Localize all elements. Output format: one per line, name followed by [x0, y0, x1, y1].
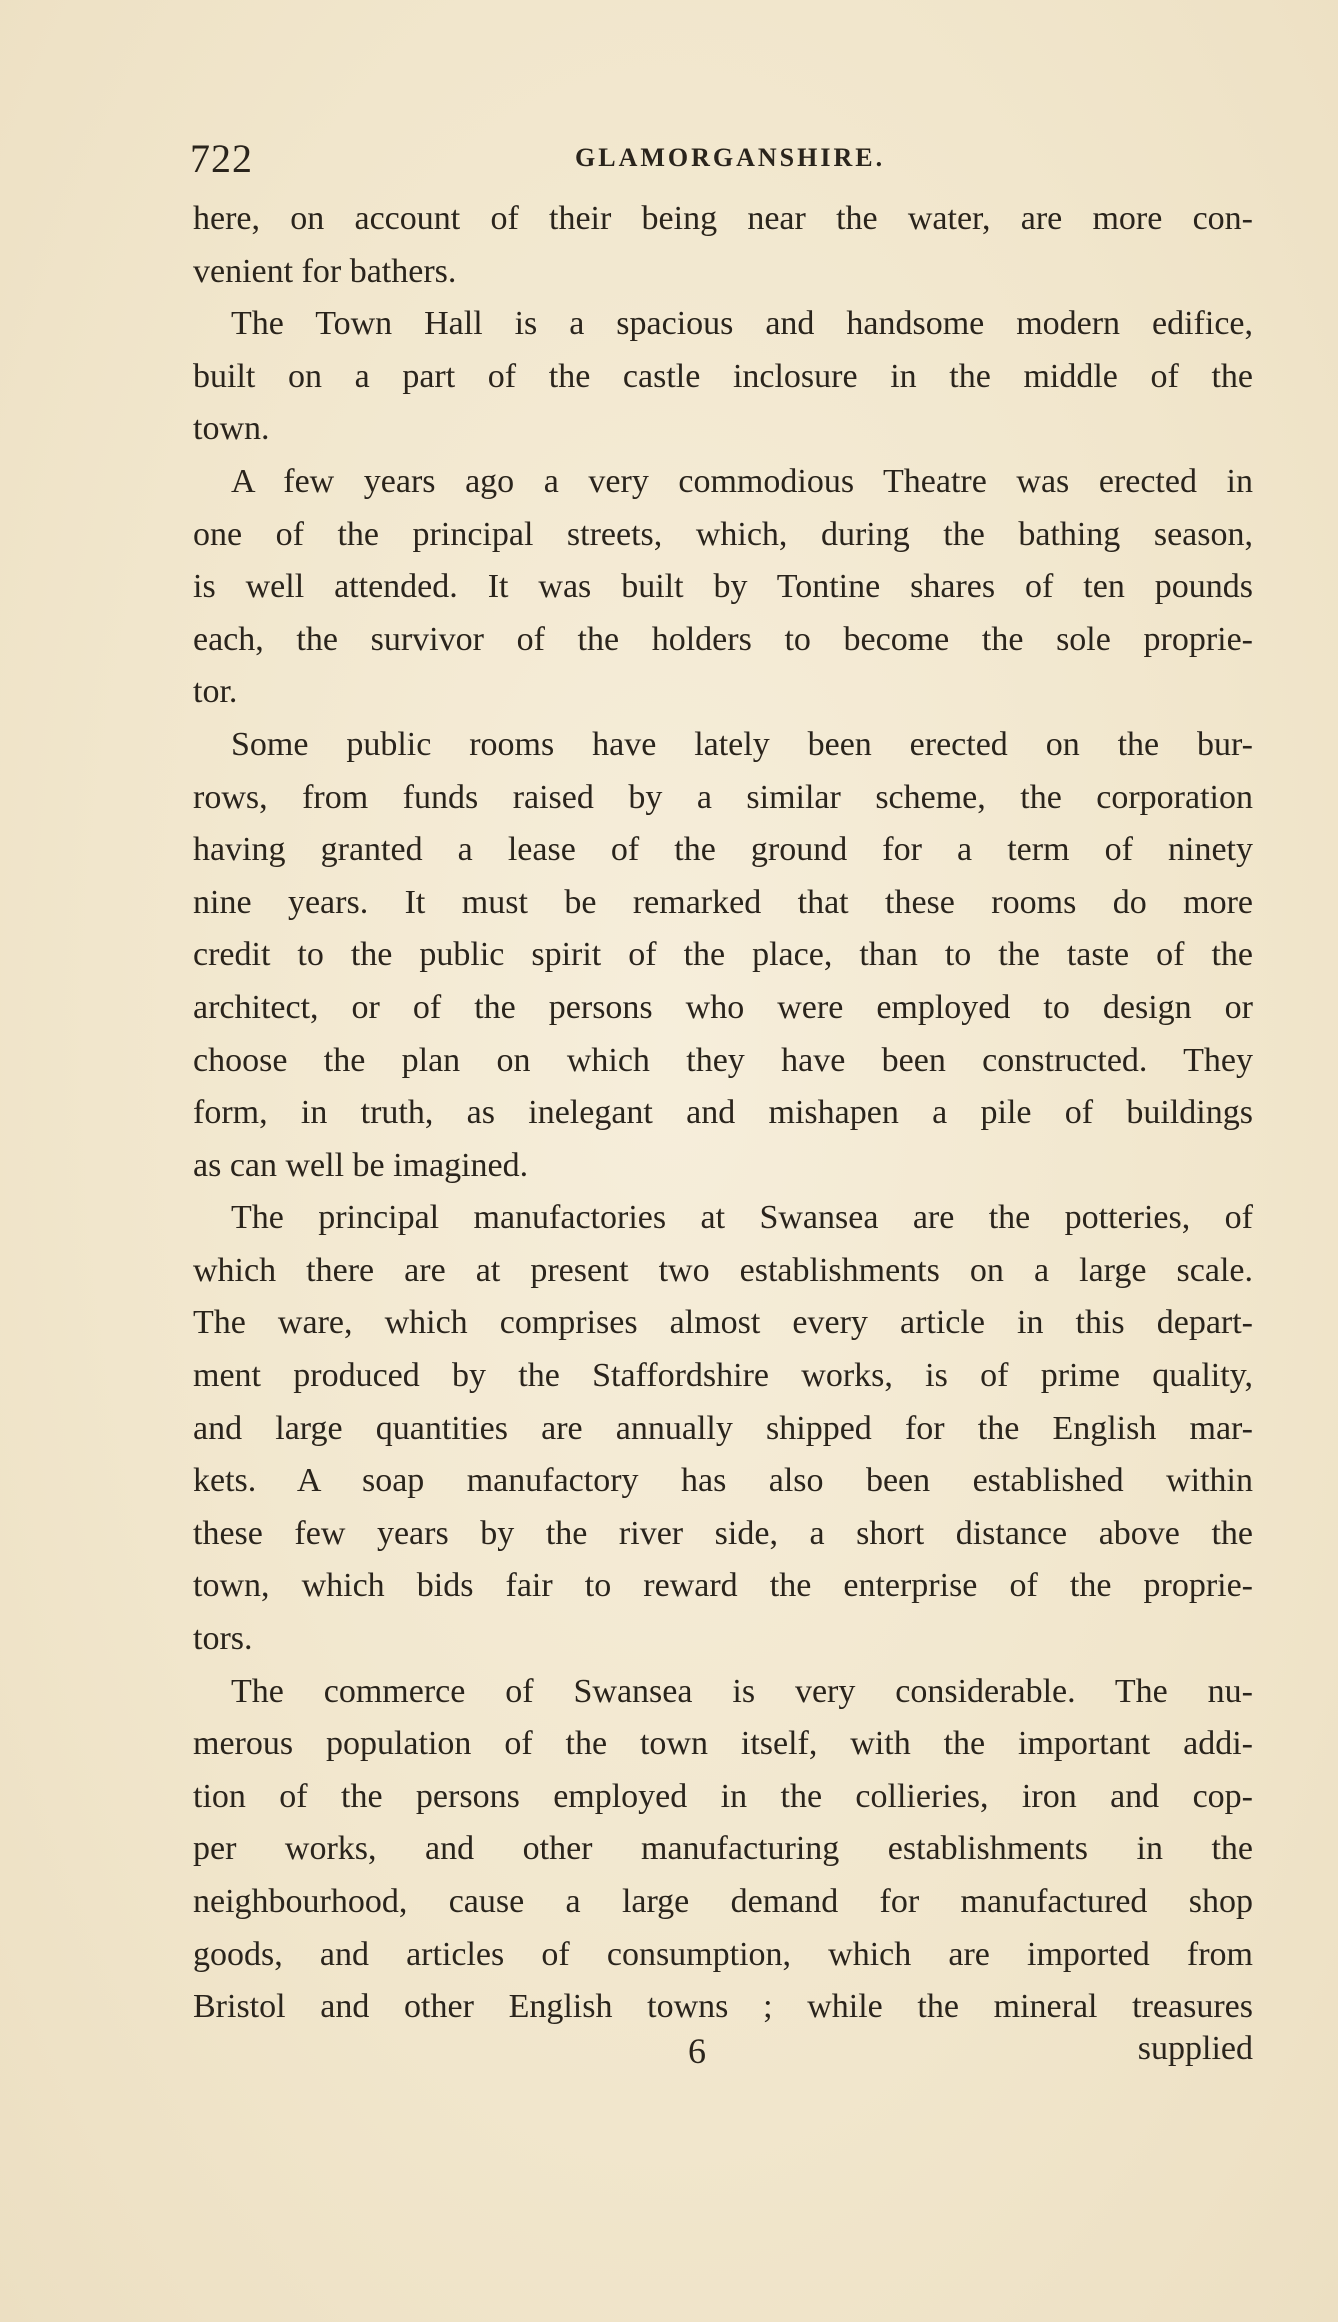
text-line: is well attended. It was built by Tontine shares of ten pounds	[193, 568, 1253, 606]
catchword: supplied	[1137, 2030, 1253, 2067]
paragraph-start-line: Some public rooms have lately been erected on the bur-	[231, 725, 1253, 763]
paragraph-start-line: The principal manufactories at Swansea are the potteries, of	[231, 1199, 1253, 1237]
signature-mark: 6	[688, 2031, 706, 2071]
text-line: venient for bathers.	[193, 252, 457, 290]
text-line: here, on account of their being near the water, are more con-	[193, 200, 1253, 237]
text-line: and large quantities are annually shipped for the English mar-	[193, 1409, 1253, 1447]
paragraph-start-line: A few years ago a very commodious Theatre was erected in	[231, 462, 1253, 500]
text-line: architect, or of the persons who were employed to design or	[193, 988, 1253, 1026]
text-line: as can well be imagined.	[193, 1146, 529, 1184]
text-line: merous population of the town itself, with the important addi-	[193, 1725, 1253, 1763]
text-line: having granted a lease of the ground for a term of ninety	[193, 831, 1253, 869]
text-line: form, in truth, as inelegant and mishapen a pile of buildings	[193, 1094, 1253, 1132]
page-number: 722	[190, 136, 253, 181]
text-line: per works, and other manufacturing establishments in the	[193, 1830, 1253, 1868]
running-head: GLAMORGANSHIRE.	[575, 143, 886, 172]
text-line: choose the plan on which they have been constructed. They	[193, 1041, 1253, 1079]
text-line: built on a part of the castle inclosure in the middle of the	[193, 357, 1253, 395]
text-line: rows, from funds raised by a similar scheme, the corporation	[193, 778, 1253, 816]
page-header	[190, 135, 1250, 185]
text-line: nine years. It must be remarked that these rooms do more	[193, 883, 1253, 921]
page-footer	[193, 2030, 1253, 2082]
text-line: which there are at present two establishments on a large scale.	[193, 1251, 1253, 1289]
body-text	[193, 193, 1253, 2034]
text-line: town, which bids fair to reward the enterprise of the proprie-	[193, 1567, 1253, 1605]
paragraph-start-line: The commerce of Swansea is very considerable. The nu-	[231, 1672, 1253, 1710]
paragraph-start-line: The Town Hall is a spacious and handsome modern edifice,	[231, 305, 1253, 343]
text-line: tor.	[193, 673, 238, 711]
text-line: credit to the public spirit of the place, than to the taste of the	[193, 936, 1253, 974]
text-line: neighbourhood, cause a large demand for manufactured shop	[193, 1883, 1253, 1920]
text-line: one of the principal streets, which, during the bathing season,	[193, 515, 1253, 553]
text-line: each, the survivor of the holders to become the sole proprie-	[193, 620, 1253, 658]
text-line: these few years by the river side, a short distance above the	[193, 1514, 1253, 1552]
text-line: town.	[193, 410, 270, 448]
text-line: goods, and articles of consumption, which are imported from	[193, 1935, 1253, 1973]
text-line: ment produced by the Staffordshire works, is of prime quality,	[193, 1357, 1253, 1395]
text-line: tion of the persons employed in the collieries, iron and cop-	[193, 1777, 1253, 1815]
text-line: tors.	[193, 1620, 253, 1658]
text-line: kets. A soap manufactory has also been established within	[193, 1462, 1253, 1500]
text-line: Bristol and other English towns ; while the mineral treasures	[193, 1988, 1253, 2026]
text-line: The ware, which comprises almost every article in this depart-	[193, 1304, 1253, 1342]
